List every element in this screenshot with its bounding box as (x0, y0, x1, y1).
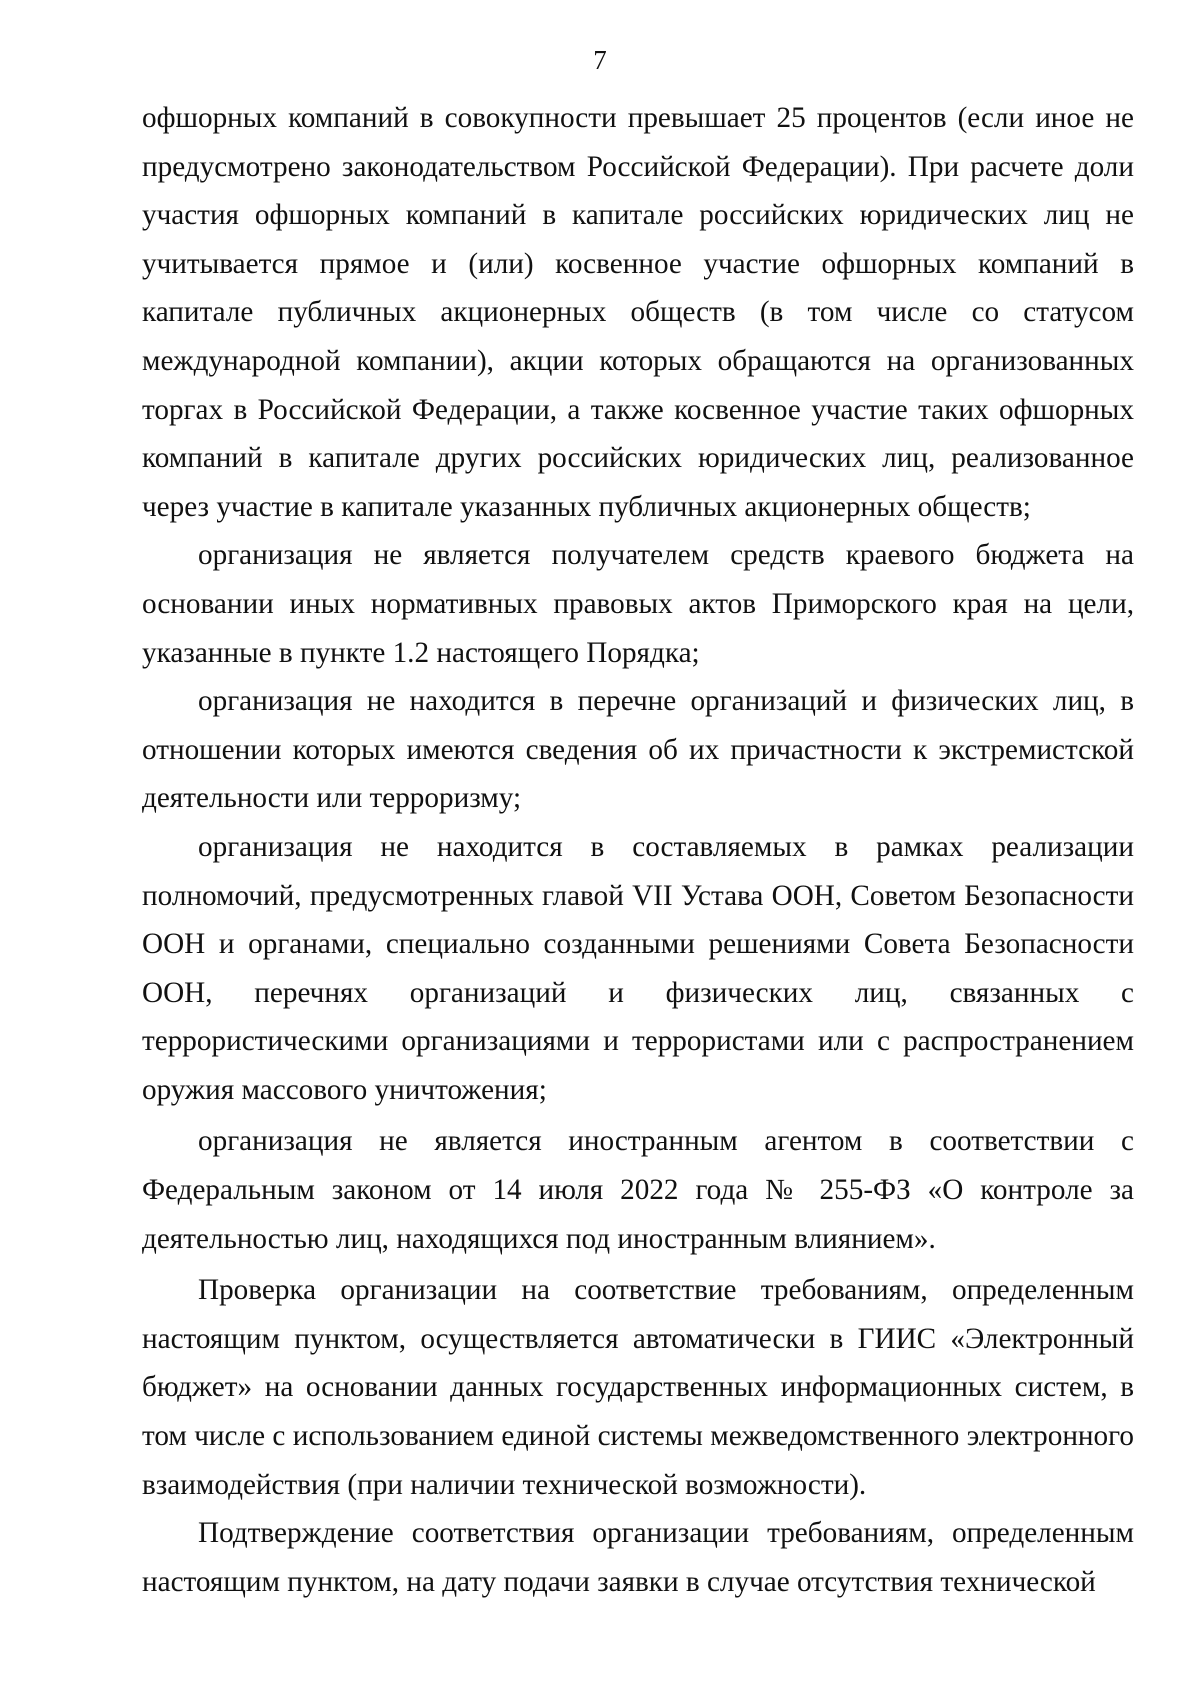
paragraph-offshore-participation: офшорных компаний в совокупности превышает 25 процентов (если иное не предусмотрено законодательством Российской Федерации). При расчете доли участия офшорных компаний в капитале российских юридических лиц не учитывается прямое и (или) косвенное участие офшорных компаний в капитале публичных акционерных обществ (в том числе со статусом международной компании), акции которых обращаются на организованных торгах в Российской Федерации, а также косвенное участие таких офшорных компаний в капитале других российских юридических лиц, реализованное через участие в капитале указанных публичных акционерных обществ; (142, 102, 1134, 523)
paragraph-not-un-sanctions-list: организация не находится в составляемых в рамках реализации полномочий, предусмотренных главой VII Устава ООН, Советом Безопасности ООН и органами, специально созданными решениями Совета Безопасности ООН, перечнях организаций и физических лиц, связанных с террористическими организациями и террористами или с распространением оружия массового уничтожения; (142, 830, 1134, 1106)
paragraph-not-extremism-list: организация не находится в перечне организаций и физических лиц, в отношении которых имеются сведения об их причастности к экстремистской деятельности или терроризму; (142, 685, 1134, 815)
paragraph-not-budget-recipient: организация не является получателем средств краевого бюджета на основании иных нормативных правовых актов Приморского края на цели, указанные в пункте 1.2 настоящего Порядка; (142, 539, 1134, 669)
paragraph-not-foreign-agent: организация не является иностранным агентом в соответствии с Федеральным законом от 14 июля 2022 года № 255-ФЗ «О контроле за деятельностью лиц, находящихся под иностранным влиянием». (142, 1125, 1134, 1255)
paragraph-automatic-check: Проверка организации на соответствие требованиям, определенным настоящим пунктом, осуществляется автоматически в ГИИС «Электронный бюджет» на основании данных государственных информационных систем, в том числе с использованием единой системы межведомственного электронного взаимодействия (при наличии технической возможности). (142, 1274, 1134, 1501)
document-body (142, 94, 1134, 1606)
paragraph-compliance-confirmation: Подтверждение соответствия организации требованиям, определенным настоящим пунктом, на дату подачи заявки в случае отсутствия технической (142, 1517, 1134, 1598)
page-number: 7 (593, 45, 607, 75)
